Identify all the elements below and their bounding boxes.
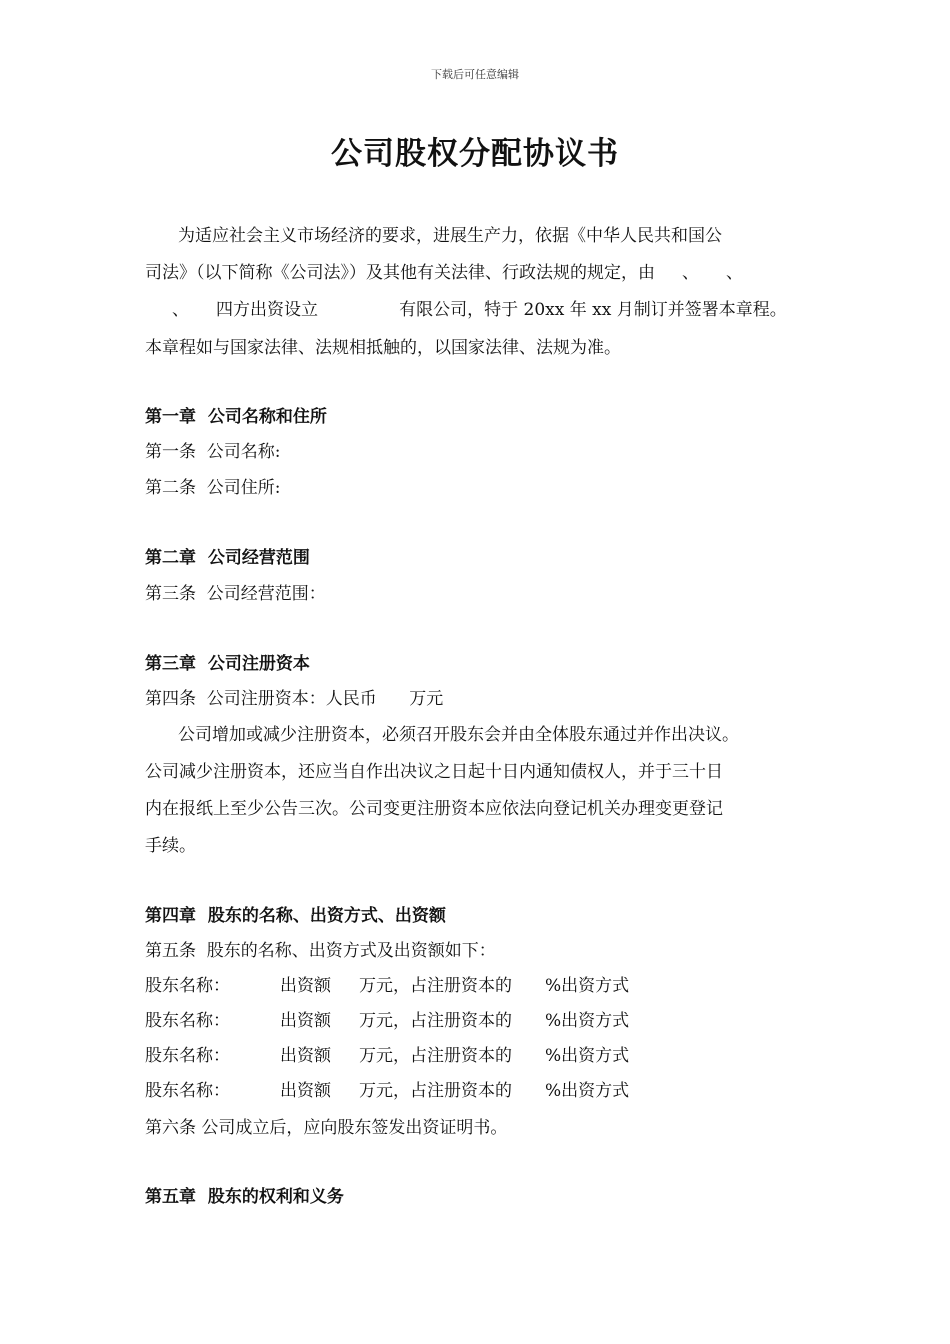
article-1: 第一条 公司名称: xyxy=(145,442,281,462)
contribution-amount-label: 出资额 xyxy=(280,1011,331,1031)
header-note: 下载后可任意编辑 xyxy=(431,68,519,81)
document-title: 公司股权分配协议书 xyxy=(331,136,619,172)
chapter-2-heading: 第二章 公司经营范围 xyxy=(145,548,310,568)
article-4: 第四条 公司注册资本：人民币 万元 xyxy=(145,689,444,709)
shareholder-name-label: 股东名称： xyxy=(145,1011,230,1031)
chapter-3-para-line-4: 手续。 xyxy=(145,836,196,856)
chapter-3-para-line-1: 公司增加或减少注册资本，必须召开股东会并由全体股东通过并作出决议。 xyxy=(178,725,739,745)
chapter-1-heading: 第一章 公司名称和住所 xyxy=(145,407,327,427)
contribution-unit-text: 万元，占注册资本的 xyxy=(359,1011,512,1031)
chapter-3-para-line-3: 内在报纸上至少公告三次。公司变更注册资本应依法向登记机关办理变更登记 xyxy=(145,799,723,819)
intro-line-3: 、 四方出资设立 有限公司，特于 20xx 年 xx 月制订并签署本章程。 xyxy=(145,300,787,320)
article-6: 第六条 公司成立后，应向股东签发出资证明书。 xyxy=(145,1118,508,1138)
intro-line-4: 本章程如与国家法律、法规相抵触的，以国家法律、法规为准。 xyxy=(145,338,621,358)
contribution-unit-text: 万元，占注册资本的 xyxy=(359,1081,512,1101)
chapter-5-heading: 第五章 股东的权利和义务 xyxy=(145,1187,344,1207)
contribution-unit-text: 万元，占注册资本的 xyxy=(359,1046,512,1066)
contribution-method-label: %出资方式 xyxy=(545,1046,630,1066)
article-2: 第二条 公司住所: xyxy=(145,478,281,498)
intro-line-1: 为适应社会主义市场经济的要求，进展生产力，依据《中华人民共和国公 xyxy=(178,226,722,246)
contribution-amount-label: 出资额 xyxy=(280,1046,331,1066)
chapter-3-para-line-2: 公司减少注册资本，还应当自作出决议之日起十日内通知债权人，并于三十日 xyxy=(145,762,723,782)
contribution-amount-label: 出资额 xyxy=(280,1081,331,1101)
chapter-4-heading: 第四章 股东的名称、出资方式、出资额 xyxy=(145,906,446,926)
shareholder-name-label: 股东名称： xyxy=(145,976,230,996)
contribution-method-label: %出资方式 xyxy=(545,1081,630,1101)
article-3: 第三条 公司经营范围： xyxy=(145,584,326,604)
contribution-unit-text: 万元，占注册资本的 xyxy=(359,976,512,996)
contribution-method-label: %出资方式 xyxy=(545,976,630,996)
article-5: 第五条 股东的名称、出资方式及出资额如下： xyxy=(145,941,496,961)
intro-line-2: 司法》（以下简称《公司法》）及其他有关法律、行政法规的规定，由 、 、 xyxy=(145,263,744,283)
contribution-amount-label: 出资额 xyxy=(280,976,331,996)
shareholder-name-label: 股东名称： xyxy=(145,1046,230,1066)
contribution-method-label: %出资方式 xyxy=(545,1011,630,1031)
shareholder-name-label: 股东名称： xyxy=(145,1081,230,1101)
chapter-3-heading: 第三章 公司注册资本 xyxy=(145,654,310,674)
